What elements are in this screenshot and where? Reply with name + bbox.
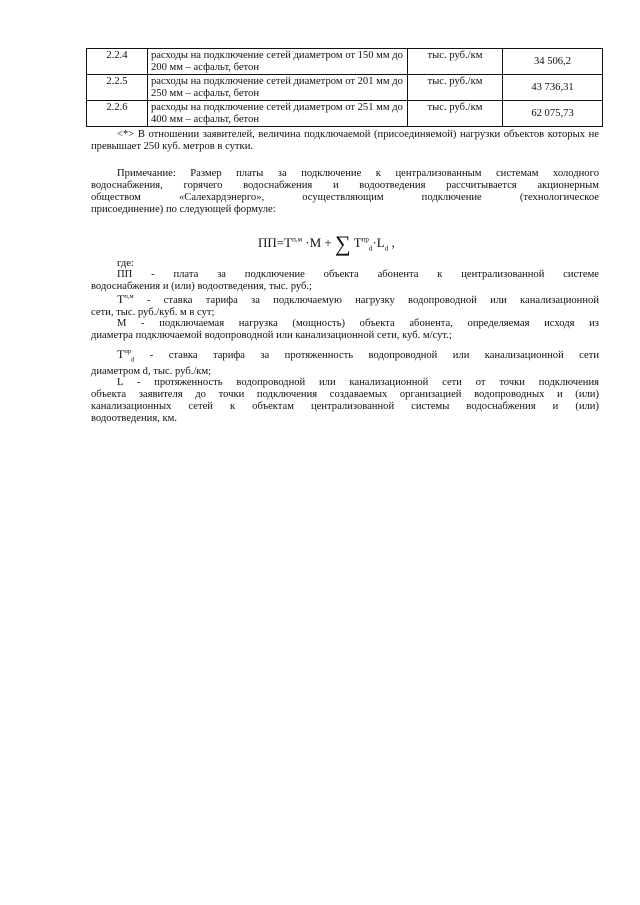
note-line: Примечание: Размер платы за подключение к централизованным системам холодного bbox=[117, 168, 599, 179]
definition-line: диаметра подключаемой водопроводной или канализационной сети, куб. м/сут.; bbox=[91, 330, 452, 341]
row-unit: тыс. руб./км bbox=[408, 75, 503, 101]
row-value: 62 075,73 bbox=[503, 101, 603, 127]
definition-m bbox=[91, 318, 599, 342]
definition-text: - ставка тарифа за протяженность водопроводной или канализационной сети bbox=[149, 350, 599, 361]
formula-load-term: ·M + bbox=[305, 235, 332, 250]
note-line: присоединение) по следующей формуле: bbox=[91, 204, 276, 215]
row-description: расходы на подключение сетей диаметром от 201 мм до 250 мм – асфальт, бетон bbox=[148, 75, 408, 101]
tariff-load-symbol bbox=[117, 292, 134, 306]
where-label: где: bbox=[117, 258, 134, 269]
definition-l bbox=[91, 377, 599, 425]
row-description: расходы на подключение сетей диаметром от 251 мм до 400 мм – асфальт, бетон bbox=[148, 101, 408, 127]
payment-formula bbox=[0, 224, 640, 254]
row-value: 34 506,2 bbox=[503, 49, 603, 75]
note-line: водоснабжения, горячего водоснабжения и водоотведения рассчитывается акционерным bbox=[91, 180, 599, 191]
formula-length-term: ·L bbox=[372, 235, 385, 250]
formula-tariff-length-sup: пр bbox=[361, 235, 369, 244]
note-paragraph bbox=[91, 168, 599, 216]
formula-end: , bbox=[391, 235, 395, 250]
definition-line bbox=[91, 346, 599, 366]
definition-line bbox=[91, 291, 599, 307]
row-description: расходы на подключение сетей диаметром от 150 мм до 200 мм – асфальт, бетон bbox=[148, 49, 408, 75]
row-unit: тыс. руб./км bbox=[408, 49, 503, 75]
note-line: обществом «Салехардэнерго», осуществляющим подключение (технологическое bbox=[91, 192, 599, 203]
sum-icon: ∑ bbox=[335, 231, 351, 256]
table-row bbox=[87, 101, 603, 127]
row-number: 2.2.6 bbox=[87, 101, 148, 127]
definition-text: - ставка тарифа за подключаемую нагрузку водопроводной или канализационной bbox=[146, 295, 599, 306]
definition-line: ПП - плата за подключение объекта абонента к централизованной системе bbox=[117, 269, 599, 280]
formula-equals: = bbox=[276, 235, 285, 250]
definition-line: M - подключаемая нагрузка (мощность) объекта абонента, определяемая исходя из bbox=[117, 318, 599, 329]
formula-tariff-length: T bbox=[353, 235, 362, 250]
definition-tpm bbox=[91, 291, 599, 319]
definition-line: сети, тыс. руб./куб. м в сут; bbox=[91, 307, 215, 318]
tariff-length-symbol bbox=[117, 347, 135, 364]
symbol-letter: T bbox=[117, 292, 125, 306]
row-number: 2.2.5 bbox=[87, 75, 148, 101]
definition-line: канализационных сетей к объектам централизованной системы водоснабжения и (или) bbox=[91, 401, 599, 412]
symbol-letter: T bbox=[117, 347, 125, 361]
formula-expression bbox=[258, 227, 395, 256]
formula-lhs: ПП bbox=[258, 235, 277, 250]
row-unit: тыс. руб./км bbox=[408, 101, 503, 127]
definition-line: диаметром d, тыс. руб./км; bbox=[91, 366, 212, 378]
formula-tariff-load: T bbox=[284, 235, 293, 250]
symbol-sub: d bbox=[131, 356, 135, 364]
footnote: <*> В отношении заявителей, величина подключаемой (присоединяемой) нагрузки объектов которых не превышает 250 куб. метров в сутки. bbox=[91, 129, 599, 152]
symbol-sup: пр bbox=[124, 348, 132, 355]
formula-tariff-length-sub: d bbox=[368, 244, 373, 253]
row-number: 2.2.4 bbox=[87, 49, 148, 75]
tariff-table bbox=[86, 48, 603, 127]
definition-line: объекта заявителя до точки подключения создаваемых организацией водопроводных и (или) bbox=[91, 389, 599, 400]
table-row bbox=[87, 49, 603, 75]
definition-line: L - протяженность водопроводной или канализационной сети от точки подключения bbox=[117, 377, 599, 388]
definition-line: водоснабжения и (или) водоотведения, тыс. руб.; bbox=[91, 281, 312, 292]
symbol-sup: п,м bbox=[124, 293, 134, 300]
table-row bbox=[87, 75, 603, 101]
formula-tariff-load-sup: п,м bbox=[292, 235, 303, 244]
definition-tpr bbox=[91, 346, 599, 378]
row-value: 43 736,31 bbox=[503, 75, 603, 101]
formula-length-sub: d bbox=[384, 244, 389, 253]
definition-pp bbox=[91, 269, 599, 293]
definition-line: водоотведения, км. bbox=[91, 413, 177, 424]
